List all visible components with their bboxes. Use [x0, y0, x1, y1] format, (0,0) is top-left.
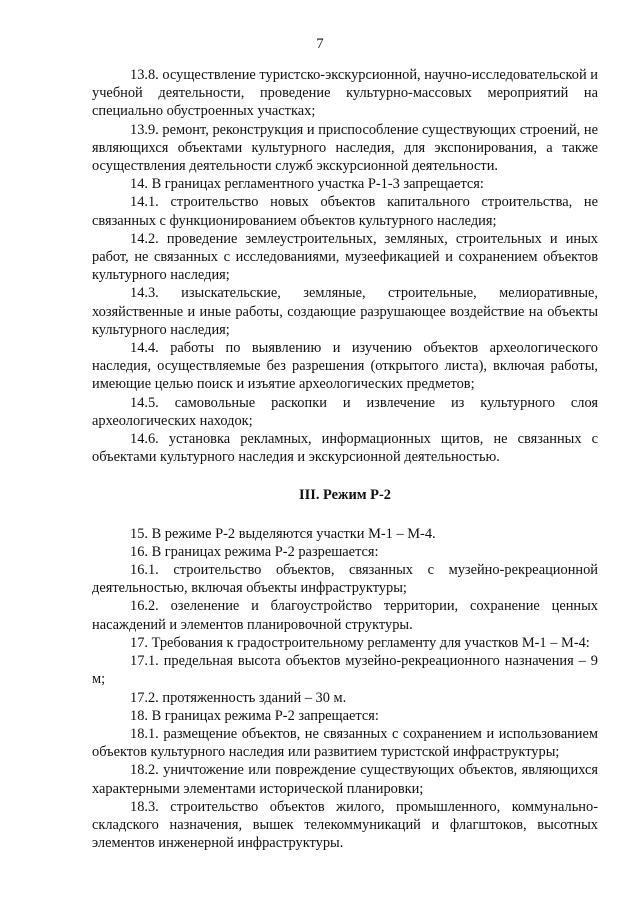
section-heading: III. Режим Р-2	[299, 487, 391, 504]
paragraph-14-1: 14.1. строительство новых объектов капитального строительства, не связанных с функционированием объектов культурного наследия;	[92, 194, 598, 229]
paragraph-16-2: 16.2. озеленение и благоустройство территории, сохранение ценных насаждений и элементов планировочной структуры.	[92, 598, 598, 633]
paragraph-14-3: 14.3. изыскательские, земляные, строительные, мелиоративные, хозяйственные и иные работы, создающие разрушающее воздействие на объекты культурного наследия;	[92, 285, 598, 338]
paragraph-18-1: 18.1. размещение объектов, не связанных с сохранением и использованием объектов культурного наследия или развитием туристской инфраструктуры;	[92, 725, 598, 761]
paragraph-14-2: 14.2. проведение землеустроительных, земляных, строительных и иных работ, не связанных с исследованиями, музеефикацией и сохранением объектов культурного наследия;	[92, 230, 598, 284]
page-number: 7	[316, 36, 324, 52]
paragraph-13-8: 13.8. осуществление туристско-экскурсионной, научно-исследовательской и учебной деятельности, проведение культурно-массовых мероприятий на специально обустроенных участках;	[92, 67, 598, 120]
paragraph-15: 15. В режиме Р-2 выделяются участки М-1 – М-4.	[130, 525, 436, 542]
paragraph-18-2: 18.2. уничтожение или повреждение существующих объектов, являющихся характерными элементами исторической планировки;	[92, 762, 598, 797]
paragraph-14-6: 14.6. установка рекламных, информационных щитов, не связанных с объектами культурного наследия и экскурсионной деятельностью.	[92, 431, 598, 466]
paragraph-16-1: 16.1. строительство объектов, связанных с музейно-рекреационной деятельностью, включая объекты инфраструктуры;	[92, 562, 598, 597]
paragraph-18: 18. В границах режима Р-2 запрещается:	[130, 707, 379, 724]
document-body	[92, 66, 598, 852]
paragraph-13-9: 13.9. ремонт, реконструкция и приспособление существующих строений, не являющихся объектами культурного наследия, для экспонирования, а также осуществления деятельности служб экскурсионной деятельности.	[92, 121, 598, 175]
paragraph-16: 16. В границах режима Р-2 разрешается:	[130, 543, 379, 560]
paragraph-14: 14. В границах регламентного участка Р-1-3 запрещается:	[130, 176, 484, 193]
paragraph-18-3: 18.3. строительство объектов жилого, промышленного, коммунально-складского назначения, вышек телекоммуникаций и флагштоков, высотных элементов инженерной инфраструктуры.	[92, 798, 598, 852]
paragraph-17-1: 17.1. предельная высота объектов музейно-рекреационного назначения – 9 м;	[92, 653, 598, 688]
paragraph-17: 17. Требования к градостроительному регламенту для участков М-1 – М-4:	[130, 634, 590, 651]
paragraph-17-2: 17.2. протяженность зданий – 30 м.	[130, 689, 347, 706]
paragraph-14-5: 14.5. самовольные раскопки и извлечение из культурного слоя археологических находок;	[92, 394, 598, 429]
paragraph-14-4: 14.4. работы по выявлению и изучению объектов археологического наследия, осуществляемые без разрешения (открытого листа), включая работы, имеющие целью поиск и изъятие археологических предметов;	[92, 340, 598, 393]
